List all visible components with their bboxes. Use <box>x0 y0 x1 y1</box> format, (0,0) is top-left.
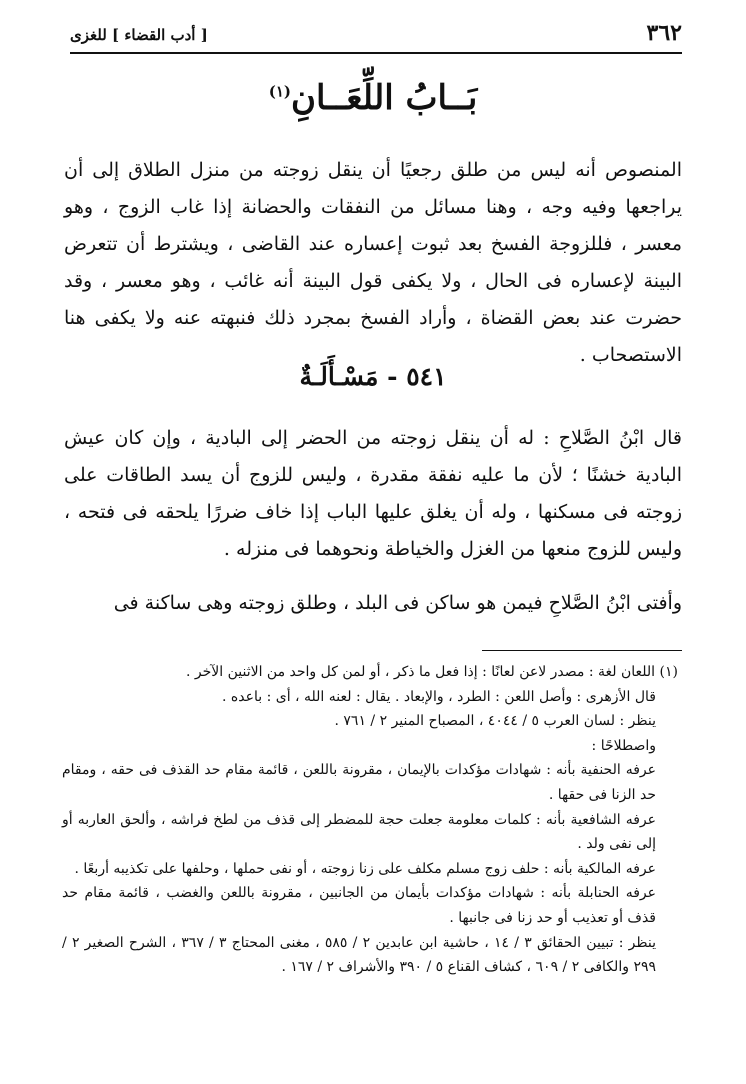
footnote-line: واصطلاحًا : <box>591 737 656 754</box>
running-head: [ أدب القضاء ] للغزى <box>70 26 208 44</box>
chapter-title <box>0 78 746 118</box>
paragraph-3: وأفتى ابْنُ الصَّلاحِ فيمن هو ساكن فى البلد ، وطلق زوجته وهى ساكنة فى <box>113 592 682 614</box>
footnote-line: ينظر : تبيين الحقائق ٣ / ١٤ ، حاشية ابن عابدين ٢ / ٥٨٥ ، مغنى المحتاج ٣ / ٣٦٧ ، الشرح الصغير ٢ / ٢٩٩ والكافى ٢ / ٦٠٩ ، كشاف القناع ٥ / ٣٩٠ والأشراف ٢ / ١٦٧ . <box>62 934 656 976</box>
footnote-line: عرفه الحنفية بأنه : شهادات مؤكدات بالإيمان ، مقرونة باللعن ، قائمة مقام حد القذف فى حقه ، ومقام حد الزنا فى حقها . <box>62 762 656 803</box>
footnote-line: (١) اللعان لغة : مصدر لاعن لعانًا : إذا فعل ما ذكر ، أو لمن كل واحد من الاثنين الآخر . <box>185 664 678 680</box>
header-rule <box>70 52 682 54</box>
footnote-line: عرفه المالكية بأنه : حلف زوج مسلم مكلف على زنا زوجته ، أو نفى حملها ، وحلفها على تكذيبه أربعًا . <box>74 860 656 877</box>
page-number: ٣٦٢ <box>646 20 682 46</box>
footnotes <box>62 660 678 980</box>
footnote-line: عرفه الشافعية بأنه : كلمات معلومة جعلت حجة للمضطر إلى قذف من لطخ فراشه ، وألحق العاربه أو إلى نفى ولد . <box>62 811 656 853</box>
footnote-rule <box>482 650 682 651</box>
page-header <box>70 20 682 50</box>
footnote-marker: (١) <box>268 82 291 101</box>
issue-heading: ٥٤١ - مَسْـأَلَـةٌ <box>299 362 447 391</box>
footnote-line: عرفه الحنابلة بأنه : شهادات مؤكدات بأيمان من الجانبين ، مقرونة باللعن والغضب ، قائمة مقام حد قذف أو تعذيب أو حد زنا فى جانبها . <box>62 885 656 926</box>
footnote-line: قال الأزهرى : وأصل اللعن : الطرد ، والإبعاد . يقال : لعنه الله ، أى : باعده . <box>222 688 656 705</box>
footnote-line: ينظر : لسان العرب ٥ / ٤٠٤٤ ، المصباح المنير ٢ / ٧٦١ . <box>334 713 656 730</box>
paragraph-2: قال ابْنُ الصَّلاحِ : له أن ينقل زوجته من الحضر إلى البادية ، وإن كان عيش البادية خشنًا ؛ لأن ما عليه نفقة مقدرة ، وليس للزوج أن يسد الطاقات على زوجته فى مسكنها ، وله أن يغلق عليها الباب إذا خاف ضررًا يلحقه فى فتحه ، وليس للزوج منعها من الغزل والخياطة ونحوهما فى منزله . <box>64 427 682 560</box>
paragraph-1: المنصوص أنه ليس من طلق رجعيًا أن ينقل زوجته من منزل الطلاق إلى أن يراجعها وفيه وجه ، وهنا مسائل من النفقات والحضانة إذا غاب الزوج ، وهو معسر ، فللزوجة الفسخ بعد ثبوت إعساره عند القاضى ، ويشترط أن تتعرض البينة لإعساره فى الحال ، ولا يكفى قول البينة أنه غائب ، وهو معسر ، وقد حضرت عند بعض القضاة ، وأراد الفسخ بمجرد ذلك فنبهته عنه ولا يكفى هنا الاستصحاب . <box>64 159 682 366</box>
chapter-title-text: بَــابُ اللِّعَــانِ <box>290 78 478 118</box>
